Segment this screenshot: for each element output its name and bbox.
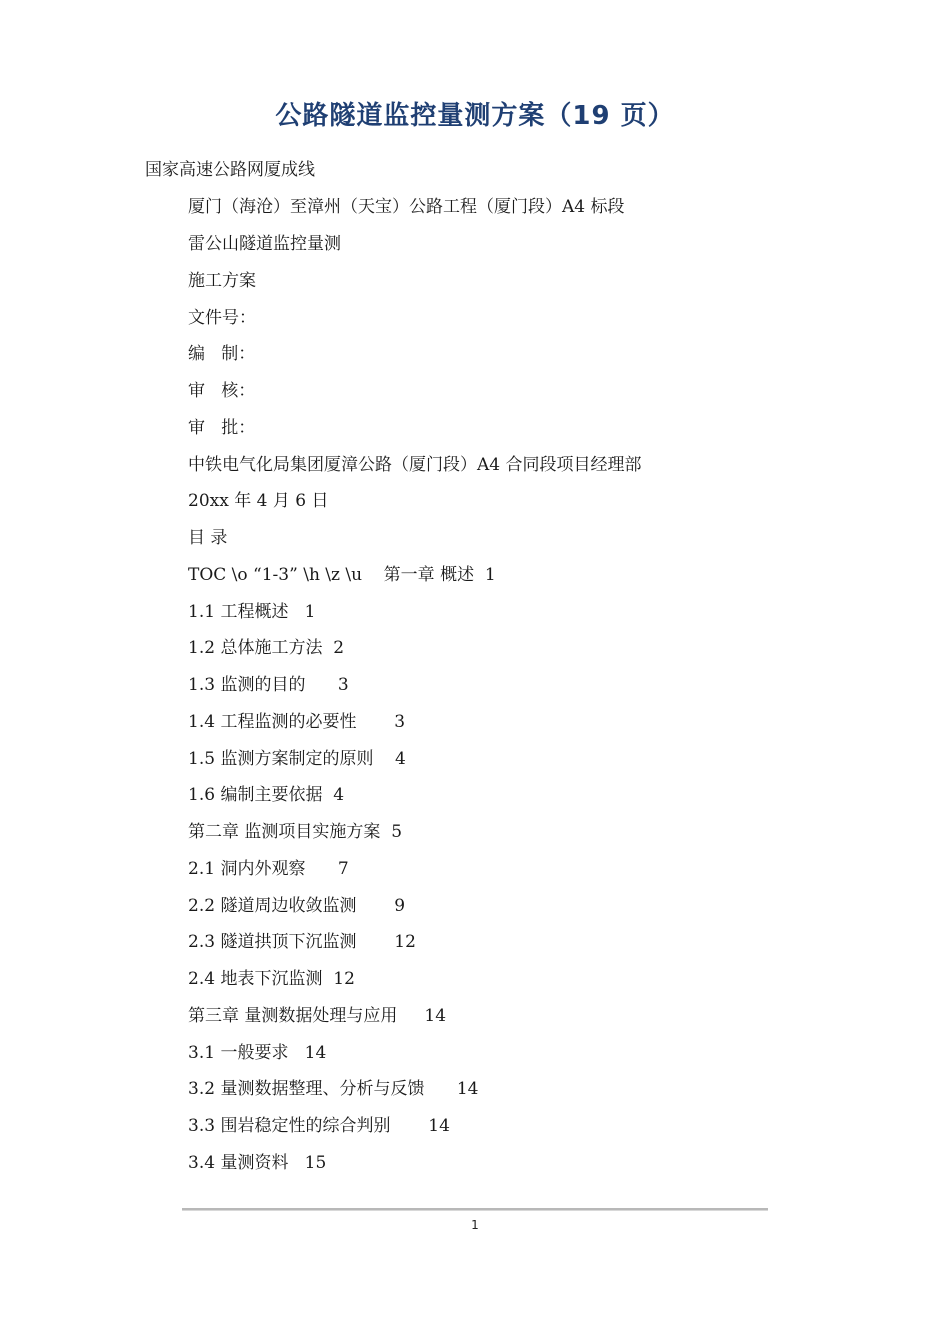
footer-divider [182, 1208, 768, 1211]
project-name: 厦门（海沧）至漳州（天宝）公路工程（厦门段）A4 标段 [188, 197, 625, 217]
compiled-by-label: 编 制： [188, 344, 256, 364]
page-title: 公路隧道监控量测方案（19 页） [275, 101, 675, 131]
toc-entry: 3.1 一般要求 14 [188, 1043, 327, 1063]
toc-entry: 第三章 量测数据处理与应用 14 [188, 1006, 447, 1026]
document-date: 20xx 年 4 月 6 日 [188, 491, 329, 511]
organization-name: 中铁电气化局集团厦漳公路（厦门段）A4 合同段项目经理部 [188, 455, 642, 475]
toc-entry: 第二章 监测项目实施方案 5 [188, 822, 403, 842]
toc-entry: TOC \o “1-3” \h \z \u 第一章 概述 1 [188, 565, 496, 585]
project-subject: 雷公山隧道监控量测 [188, 234, 341, 254]
toc-entry: 2.4 地表下沉监测 12 [188, 969, 355, 989]
approved-by-label: 审 批： [188, 418, 256, 438]
toc-entry: 2.1 洞内外观察 7 [188, 859, 349, 879]
document-type: 施工方案 [188, 271, 256, 291]
toc-entry: 2.2 隧道周边收敛监测 9 [188, 896, 406, 916]
toc-entry: 2.3 隧道拱顶下沉监测 12 [188, 932, 416, 952]
toc-entry: 3.3 围岩稳定性的综合判别 14 [188, 1116, 450, 1136]
file-number-label: 文件号： [188, 308, 256, 328]
toc-entry: 3.4 量测资料 15 [188, 1153, 327, 1173]
toc-heading: 目 录 [188, 528, 228, 548]
toc-entry: 1.4 工程监测的必要性 3 [188, 712, 406, 732]
toc-entry: 1.3 监测的目的 3 [188, 675, 349, 695]
header-line: 国家高速公路网厦成线 [145, 160, 315, 180]
toc-entry: 3.2 量测数据整理、分析与反馈 14 [188, 1079, 479, 1099]
toc-entry: 1.1 工程概述 1 [188, 602, 316, 622]
toc-entry: 1.6 编制主要依据 4 [188, 785, 345, 805]
toc-entry: 1.5 监测方案制定的原则 4 [188, 749, 406, 769]
reviewed-by-label: 审 核： [188, 381, 256, 401]
toc-entry: 1.2 总体施工方法 2 [188, 638, 345, 658]
page-number: 1 [471, 1218, 479, 1232]
